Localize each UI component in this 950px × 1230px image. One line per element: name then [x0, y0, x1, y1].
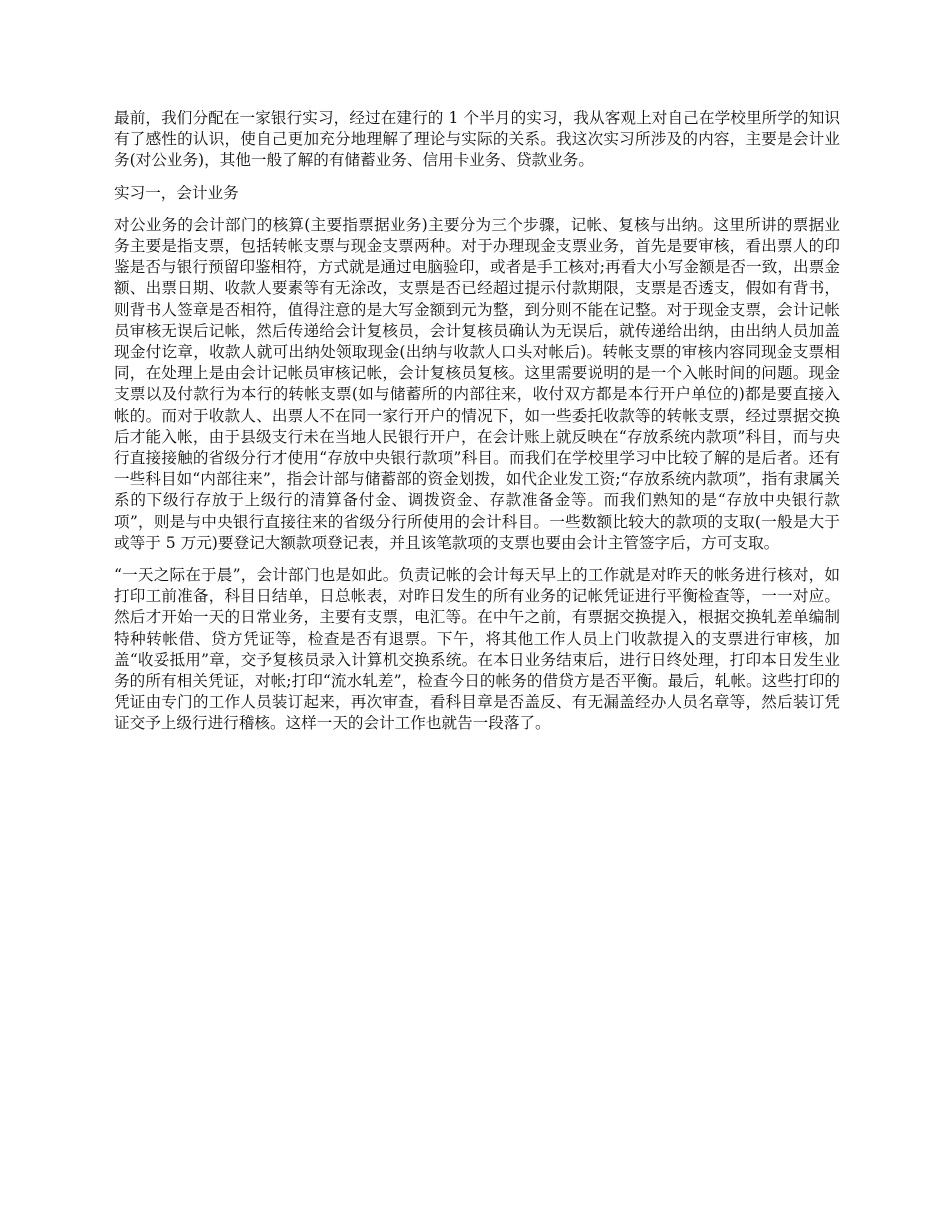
- intro-paragraph: 最前，我们分配在一家银行实习，经过在建行的 1 个半月的实习，我从客观上对自己在学校里所学的知识有了感性的认识，使自己更加充分地理解了理论与实际的关系。我这次实习所涉及的内容，主要是会计业务(对公业务)，其他一般了解的有储蓄业务、信用卡业务、贷款业务。: [114, 109, 840, 170]
- document-page: [114, 108, 840, 746]
- section-heading: 实习一，会计业务: [114, 183, 239, 202]
- daily-work-paragraph: “一天之际在于晨”，会计部门也是如此。负责记帐的会计每天早上的工作就是对昨天的帐务进行核对，如打印工前准备，科目日结单，日总帐表，对昨日发生的所有业务的记帐凭证进行平衡检查等，一一对应。然后才开始一天的日常业务，主要有支票，电汇等。在中午之前，有票据交换提入，根据交换轧差单编制特种转帐借、贷方凭证等，检查是否有退票。下午，将其他工作人员上门收款提入的支票进行审核，加盖“收妥抵用”章，交予复核员录入计算机交换系统。在本日业务结束后，进行日终处理，打印本日发生业务的所有相关凭证，对帐;打印“流水轧差”，检查今日的帐务的借贷方是否平衡。最后，轧帐。这些打印的凭证由专门的工作人员装订起来，再次审查，看科目章是否盖反、有无漏盖经办人员名章等，然后装订凭证交予上级行进行稽核。这样一天的会计工作也就告一段落了。: [114, 566, 840, 733]
- accounting-paragraph: 对公业务的会计部门的核算(主要指票据业务)主要分为三个步骤，记帐、复核与出纳。这里所讲的票据业务主要是指支票，包括转帐支票与现金支票两种。对于办理现金支票业务，首先是要审核，看出票人的印鉴是否与银行预留印鉴相符，方式就是通过电脑验印，或者是手工核对;再看大小写金额是否一致，出票金额、出票日期、收款人要素等有无涂改，支票是否已经超过提示付款期限，支票是否透支，假如有背书，则背书人签章是否相符，值得注意的是大写金额到元为整，到分则不能在记整。对于现金支票，会计记帐员审核无误后记帐，然后传递给会计复核员，会计复核员确认为无误后，就传递给出纳，由出纳人员加盖现金付讫章，收款人就可出纳处领取现金(出纳与收款人口头对帐后)。转帐支票的审核内容同现金支票相同，在处理上是由会计记帐员审核记帐，会计复核员复核。这里需要说明的是一个入帐时间的问题。现金支票以及付款行为本行的转帐支票(如与储蓄所的内部往来，收付双方都是本行开户单位的)都是要直接入帐的。而对于收款人、出票人不在同一家行开户的情况下，如一些委托收款等的转帐支票，经过票据交换后才能入帐，由于县级支行未在当地人民银行开户，在会计账上就反映在“存放系统内款项”科目，而与央行直接接触的省级分行才使用“存放中央银行款项”科目。而我们在学校里学习中比较了解的是后者。还有一些科目如“内部往来”，指会计部与储蓄部的资金划拨，如代企业发工资;“存放系统内款项”，指有隶属关系的下级行存放于上级行的清算备付金、调拨资金、存款准备金等。而我们熟知的是“存放中央银行款项”，则是与中央银行直接往来的省级分行所使用的会计科目。一些数额比较大的款项的支取(一般是大于或等于 5 万元)要登记大额款项登记表，并且该笔款项的支票也要由会计主管签字后，方可支取。: [114, 215, 840, 552]
